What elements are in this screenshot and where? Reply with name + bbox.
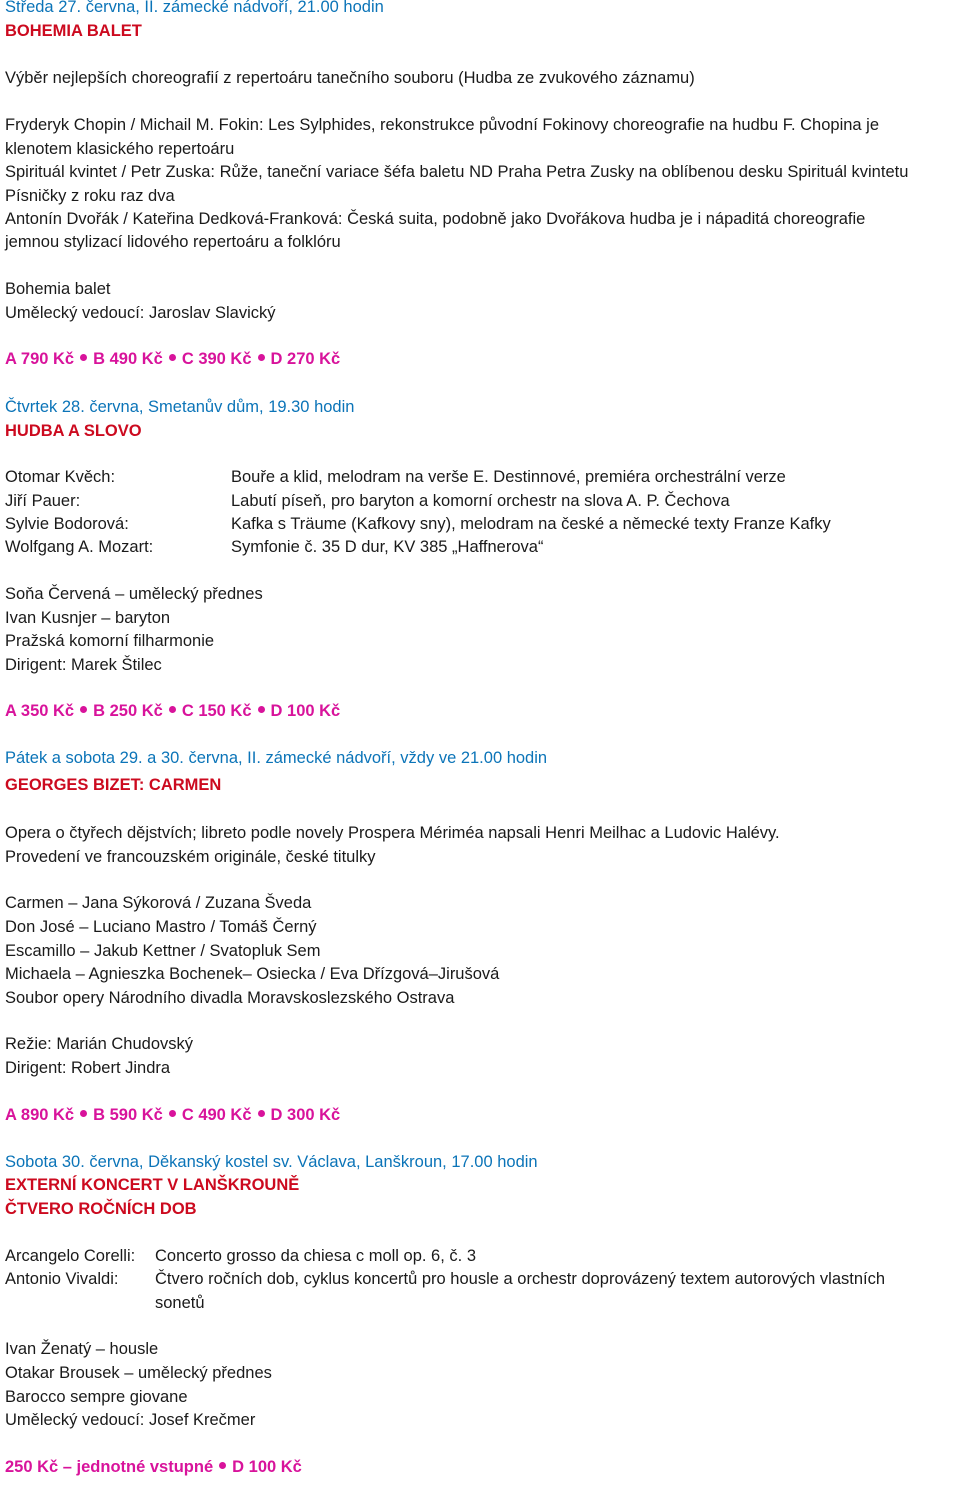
- event4-performer: Ivan Ženatý – housle: [5, 1340, 159, 1358]
- event1-date: Středa 27. června, II. zámecké nádvoří, 21.00 hodin: [5, 0, 384, 16]
- price: B 490 Kč: [93, 350, 163, 368]
- event4-composer: Arcangelo Corelli:: [5, 1247, 136, 1265]
- event1-desc-line: jemnou stylizací lidového repertoáru a folklóru: [5, 233, 341, 251]
- event2-composer: Jiří Pauer:: [5, 492, 81, 510]
- event3-crew: Režie: Marián Chudovský: [5, 1035, 193, 1053]
- bullet-icon: [258, 706, 265, 713]
- event4-work: Čtvero ročních dob, cyklus koncertů pro housle a orchestr doprovázený textem autorových vlastních: [155, 1270, 886, 1288]
- event1-performer: Bohemia balet: [5, 280, 111, 298]
- event3-crew: Dirigent: Robert Jindra: [5, 1059, 171, 1077]
- event3-desc-line: Opera o čtyřech dějstvích; libreto podle novely Prospera Mériméa napsali Henri Meilhac a Ludovic Halévy.: [5, 824, 780, 842]
- bullet-icon: [80, 1110, 87, 1117]
- event2-work: Kafka s Träume (Kafkovy sny), melodram na české a německé texty Franze Kafky: [231, 515, 831, 533]
- event3-cast: Don José – Luciano Mastro / Tomáš Černý: [5, 918, 317, 936]
- event3-cast: Escamillo – Jakub Kettner / Svatopluk Sem: [5, 942, 321, 960]
- event1-desc-line: Antonín Dvořák / Kateřina Dedková-Franková: Česká suita, podobně jako Dvořákova hudba je i nápaditá choreografie: [5, 210, 866, 228]
- event4-composer: Antonio Vivaldi:: [5, 1270, 119, 1288]
- event2-performer: Pražská komorní filharmonie: [5, 632, 215, 650]
- bullet-icon: [169, 1110, 176, 1117]
- event3-prices: [5, 1105, 340, 1125]
- bullet-icon: [169, 706, 176, 713]
- event2-composer: Otomar Kvěch:: [5, 468, 116, 486]
- event3-cast: Soubor opery Národního divadla Moravskoslezského Ostrava: [5, 989, 455, 1007]
- price: 250 Kč – jednotné vstupné: [5, 1458, 214, 1476]
- event1-intro: Výběr nejlepších choreografií z repertoáru tanečního souboru (Hudba ze zvukového záznamu): [5, 69, 695, 87]
- price: B 250 Kč: [93, 702, 163, 720]
- price: D 270 Kč: [270, 350, 341, 368]
- event2-title: HUDBA A SLOVO: [5, 422, 142, 440]
- price: B 590 Kč: [93, 1106, 163, 1124]
- event1-performer: Umělecký vedoucí: Jaroslav Slavický: [5, 304, 276, 322]
- bullet-icon: [80, 354, 87, 361]
- event4-work: Concerto grosso da chiesa c moll op. 6, č. 3: [155, 1247, 476, 1265]
- event1-prices: [5, 349, 340, 369]
- event3-cast: Carmen – Jana Sýkorová / Zuzana Šveda: [5, 894, 312, 912]
- event2-composer: Wolfgang A. Mozart:: [5, 538, 154, 556]
- bullet-icon: [258, 1110, 265, 1117]
- event2-work: Labutí píseň, pro baryton a komorní orchestr na slova A. P. Čechova: [231, 492, 730, 510]
- event2-prices: [5, 701, 340, 721]
- bullet-icon: [258, 354, 265, 361]
- event4-date: Sobota 30. června, Děkanský kostel sv. Václava, Lanškroun, 17.00 hodin: [5, 1153, 538, 1171]
- price: C 490 Kč: [181, 1106, 252, 1124]
- price: C 150 Kč: [181, 702, 252, 720]
- event1-desc-line: klenotem klasického repertoáru: [5, 140, 235, 158]
- price: A 350 Kč: [5, 702, 75, 720]
- event1-title: BOHEMIA BALET: [5, 22, 142, 40]
- event1-desc-line: Písničky z roku raz dva: [5, 187, 175, 205]
- event2-work: Bouře a klid, melodram na verše E. Destinnové, premiéra orchestrální verze: [231, 468, 786, 486]
- event3-cast: Michaela – Agnieszka Bochenek– Osiecka / Eva Dřízgová–Jirušová: [5, 965, 500, 983]
- event2-performer: Soňa Červená – umělecký přednes: [5, 585, 263, 603]
- event1-desc-line: Spirituál kvintet / Petr Zuska: Růže, taneční variace šéfa baletu ND Praha Petra Zusky na oblíbenou desku Spirituál kvintetu: [5, 163, 909, 181]
- event2-composer: Sylvie Bodorová:: [5, 515, 129, 533]
- event4-subtitle: ČTVERO ROČNÍCH DOB: [5, 1200, 197, 1218]
- bullet-icon: [219, 1462, 226, 1469]
- price: C 390 Kč: [181, 350, 252, 368]
- event3-desc-line: Provedení ve francouzském originále, české titulky: [5, 848, 376, 866]
- event4-work-cont: sonetů: [155, 1294, 205, 1312]
- event1-desc-line: Fryderyk Chopin / Michail M. Fokin: Les Sylphides, rekonstrukce původní Fokinovy choreografie na hudbu F. Chopina je: [5, 116, 880, 134]
- event2-performer: Ivan Kusnjer – baryton: [5, 609, 171, 627]
- price: A 790 Kč: [5, 350, 75, 368]
- event2-work: Symfonie č. 35 D dur, KV 385 „Haffnerova“: [231, 538, 544, 556]
- event2-performer: Dirigent: Marek Štilec: [5, 656, 162, 674]
- event2-date: Čtvrtek 28. června, Smetanův dům, 19.30 hodin: [5, 398, 355, 416]
- event4-performer: Otakar Brousek – umělecký přednes: [5, 1364, 272, 1382]
- bullet-icon: [169, 354, 176, 361]
- price: D 300 Kč: [270, 1106, 341, 1124]
- event4-performer: Barocco sempre giovane: [5, 1388, 188, 1406]
- price: D 100 Kč: [270, 702, 341, 720]
- price: A 890 Kč: [5, 1106, 75, 1124]
- event3-title: GEORGES BIZET: CARMEN: [5, 776, 222, 794]
- event4-title: EXTERNÍ KONCERT V LANŠKROUNĚ: [5, 1176, 300, 1194]
- price: D 100 Kč: [232, 1458, 302, 1476]
- event4-performer: Umělecký vedoucí: Josef Krečmer: [5, 1411, 256, 1429]
- bullet-icon: [80, 706, 87, 713]
- event4-prices: [5, 1457, 302, 1477]
- event3-date: Pátek a sobota 29. a 30. června, II. zámecké nádvoří, vždy ve 21.00 hodin: [5, 749, 548, 767]
